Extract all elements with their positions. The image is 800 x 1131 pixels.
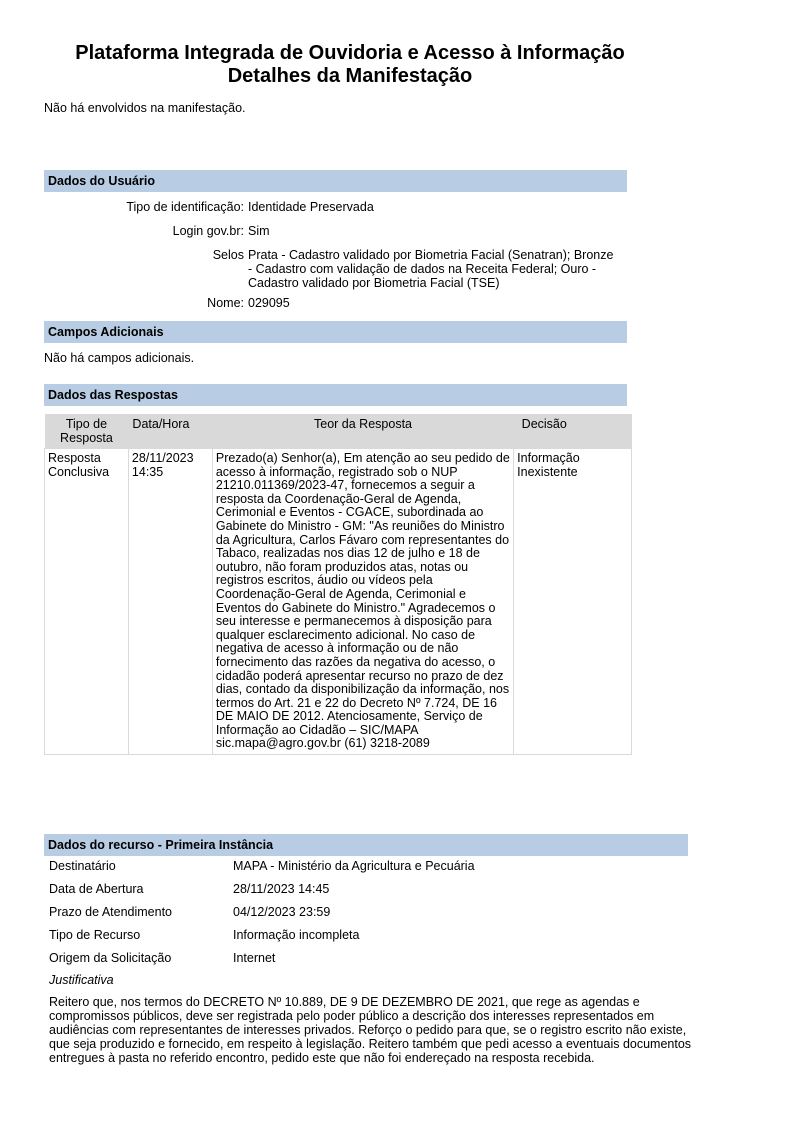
cell-data-hora: 28/11/2023 14:35 xyxy=(128,449,212,755)
field-label: Nome: xyxy=(207,296,244,310)
field-nome xyxy=(44,296,644,310)
field-tipo-recurso xyxy=(44,924,684,947)
justificativa-text: Reitero que, nos termos do DECRETO Nº 10.889, DE 9 DE DEZEMBRO DE 2021, que rege as agendas e compromissos públicos, deve ser registrada pelo poder público a descrição dos interesses representados em audiências com representantes de interesses privados. Reforço o pedido para que, se o registro escrito não existe, que seja produzido e fornecido, em respeito à legislação. Reitero também que pedi acesso a eventuais documentos entregues à pasta no referido encontro, pedido este que não foi endereçado na resposta recebida. xyxy=(49,995,692,1065)
column-header-decisao: Decisão xyxy=(514,414,632,449)
field-label: Tipo de Recurso xyxy=(49,928,141,942)
field-label: Tipo de identificação: xyxy=(126,200,244,214)
justificativa-label: Justificativa xyxy=(49,973,114,987)
field-tipo-identificacao xyxy=(44,200,644,214)
dados-usuario-fields xyxy=(44,200,644,316)
section-dados-recurso: Dados do recurso - Primeira Instância xyxy=(44,834,688,856)
platform-title: Plataforma Integrada de Ouvidoria e Acesso à Informação xyxy=(75,42,625,64)
field-selos xyxy=(44,248,644,290)
field-prazo-atendimento xyxy=(44,901,684,924)
field-label: Prazo de Atendimento xyxy=(49,905,172,919)
campos-adicionais-note: Não há campos adicionais. xyxy=(44,351,195,365)
field-label: Login gov.br: xyxy=(172,224,244,238)
field-origem-solicitacao xyxy=(44,947,684,970)
field-value: Identidade Preservada xyxy=(248,200,374,214)
page-title xyxy=(0,42,700,88)
cell-tipo: Resposta Conclusiva xyxy=(45,449,129,755)
cell-decisao: Informação Inexistente xyxy=(514,449,632,755)
field-value: Prata - Cadastro validado por Biometria Facial (Senatran); Bronze - Cadastro com validação de dados na Receita Federal; Ouro - Cadastro validado por Biometria Facial (TSE) xyxy=(248,248,614,290)
field-destinatario xyxy=(44,855,684,878)
table-header-row xyxy=(45,414,632,449)
field-value: Internet xyxy=(233,951,276,965)
section-campos-adicionais: Campos Adicionais xyxy=(44,321,627,343)
section-dados-usuario: Dados do Usuário xyxy=(44,170,627,192)
envolvidos-note: Não há envolvidos na manifestação. xyxy=(44,101,246,115)
field-value: 029095 xyxy=(248,296,290,310)
field-label: Selos xyxy=(212,248,244,262)
field-value: MAPA - Ministério da Agricultura e Pecuária xyxy=(233,859,475,873)
document-title: Detalhes da Manifestação xyxy=(227,65,473,87)
field-label: Destinatário xyxy=(49,859,116,873)
column-header-tipo: Tipo de Resposta xyxy=(45,414,129,449)
section-dados-respostas: Dados das Respostas xyxy=(44,384,627,406)
field-data-abertura xyxy=(44,878,684,901)
column-header-teor: Teor da Resposta xyxy=(212,414,513,449)
field-label: Data de Abertura xyxy=(49,882,144,896)
recurso-fields xyxy=(44,855,684,970)
cell-teor: Prezado(a) Senhor(a), Em atenção ao seu pedido de acesso à informação, registrado sob o NUP 21210.011369/2023-47, fornecemos a seguir a resposta da Coordenação-Geral de Agenda, Cerimonial e Eventos - CGACE, subordinada ao Gabinete do Ministro - GM: "As reuniões do Ministro da Agricultura, Carlos Fávaro com representantes do Tabaco, realizadas nos dias 12 de julho e 18 de outubro, não foram produzidos atas, notas ou registros escritos, áudio ou vídeos pela Coordenação-Geral de Agenda, Cerimonial e Eventos do Gabinete do Ministro." Agradecemos o seu interesse e permanecemos à disposição para qualquer esclarecimento adicional. No caso de negativa de acesso à informação ou de não fornecimento das razões da negativa do acesso, o cidadão poderá apresentar recurso no prazo de dez dias, contado da disponibilização da informação, nos termos do Art. 21 e 22 do Decreto Nº 7.724, DE 16 DE MAIO DE 2012. Atenciosamente, Serviço de Informação ao Cidadão – SIC/MAPA sic.mapa@agro.gov.br (61) 3218-2089 xyxy=(212,449,513,755)
field-label: Origem da Solicitação xyxy=(49,951,172,965)
column-header-data-hora: Data/Hora xyxy=(128,414,212,449)
field-login-govbr xyxy=(44,224,644,238)
field-value: Informação incompleta xyxy=(233,928,360,942)
field-value: 04/12/2023 23:59 xyxy=(233,905,331,919)
responses-table xyxy=(44,414,632,755)
table-row xyxy=(45,449,632,755)
field-value: Sim xyxy=(248,224,270,238)
field-value: 28/11/2023 14:45 xyxy=(233,882,330,896)
